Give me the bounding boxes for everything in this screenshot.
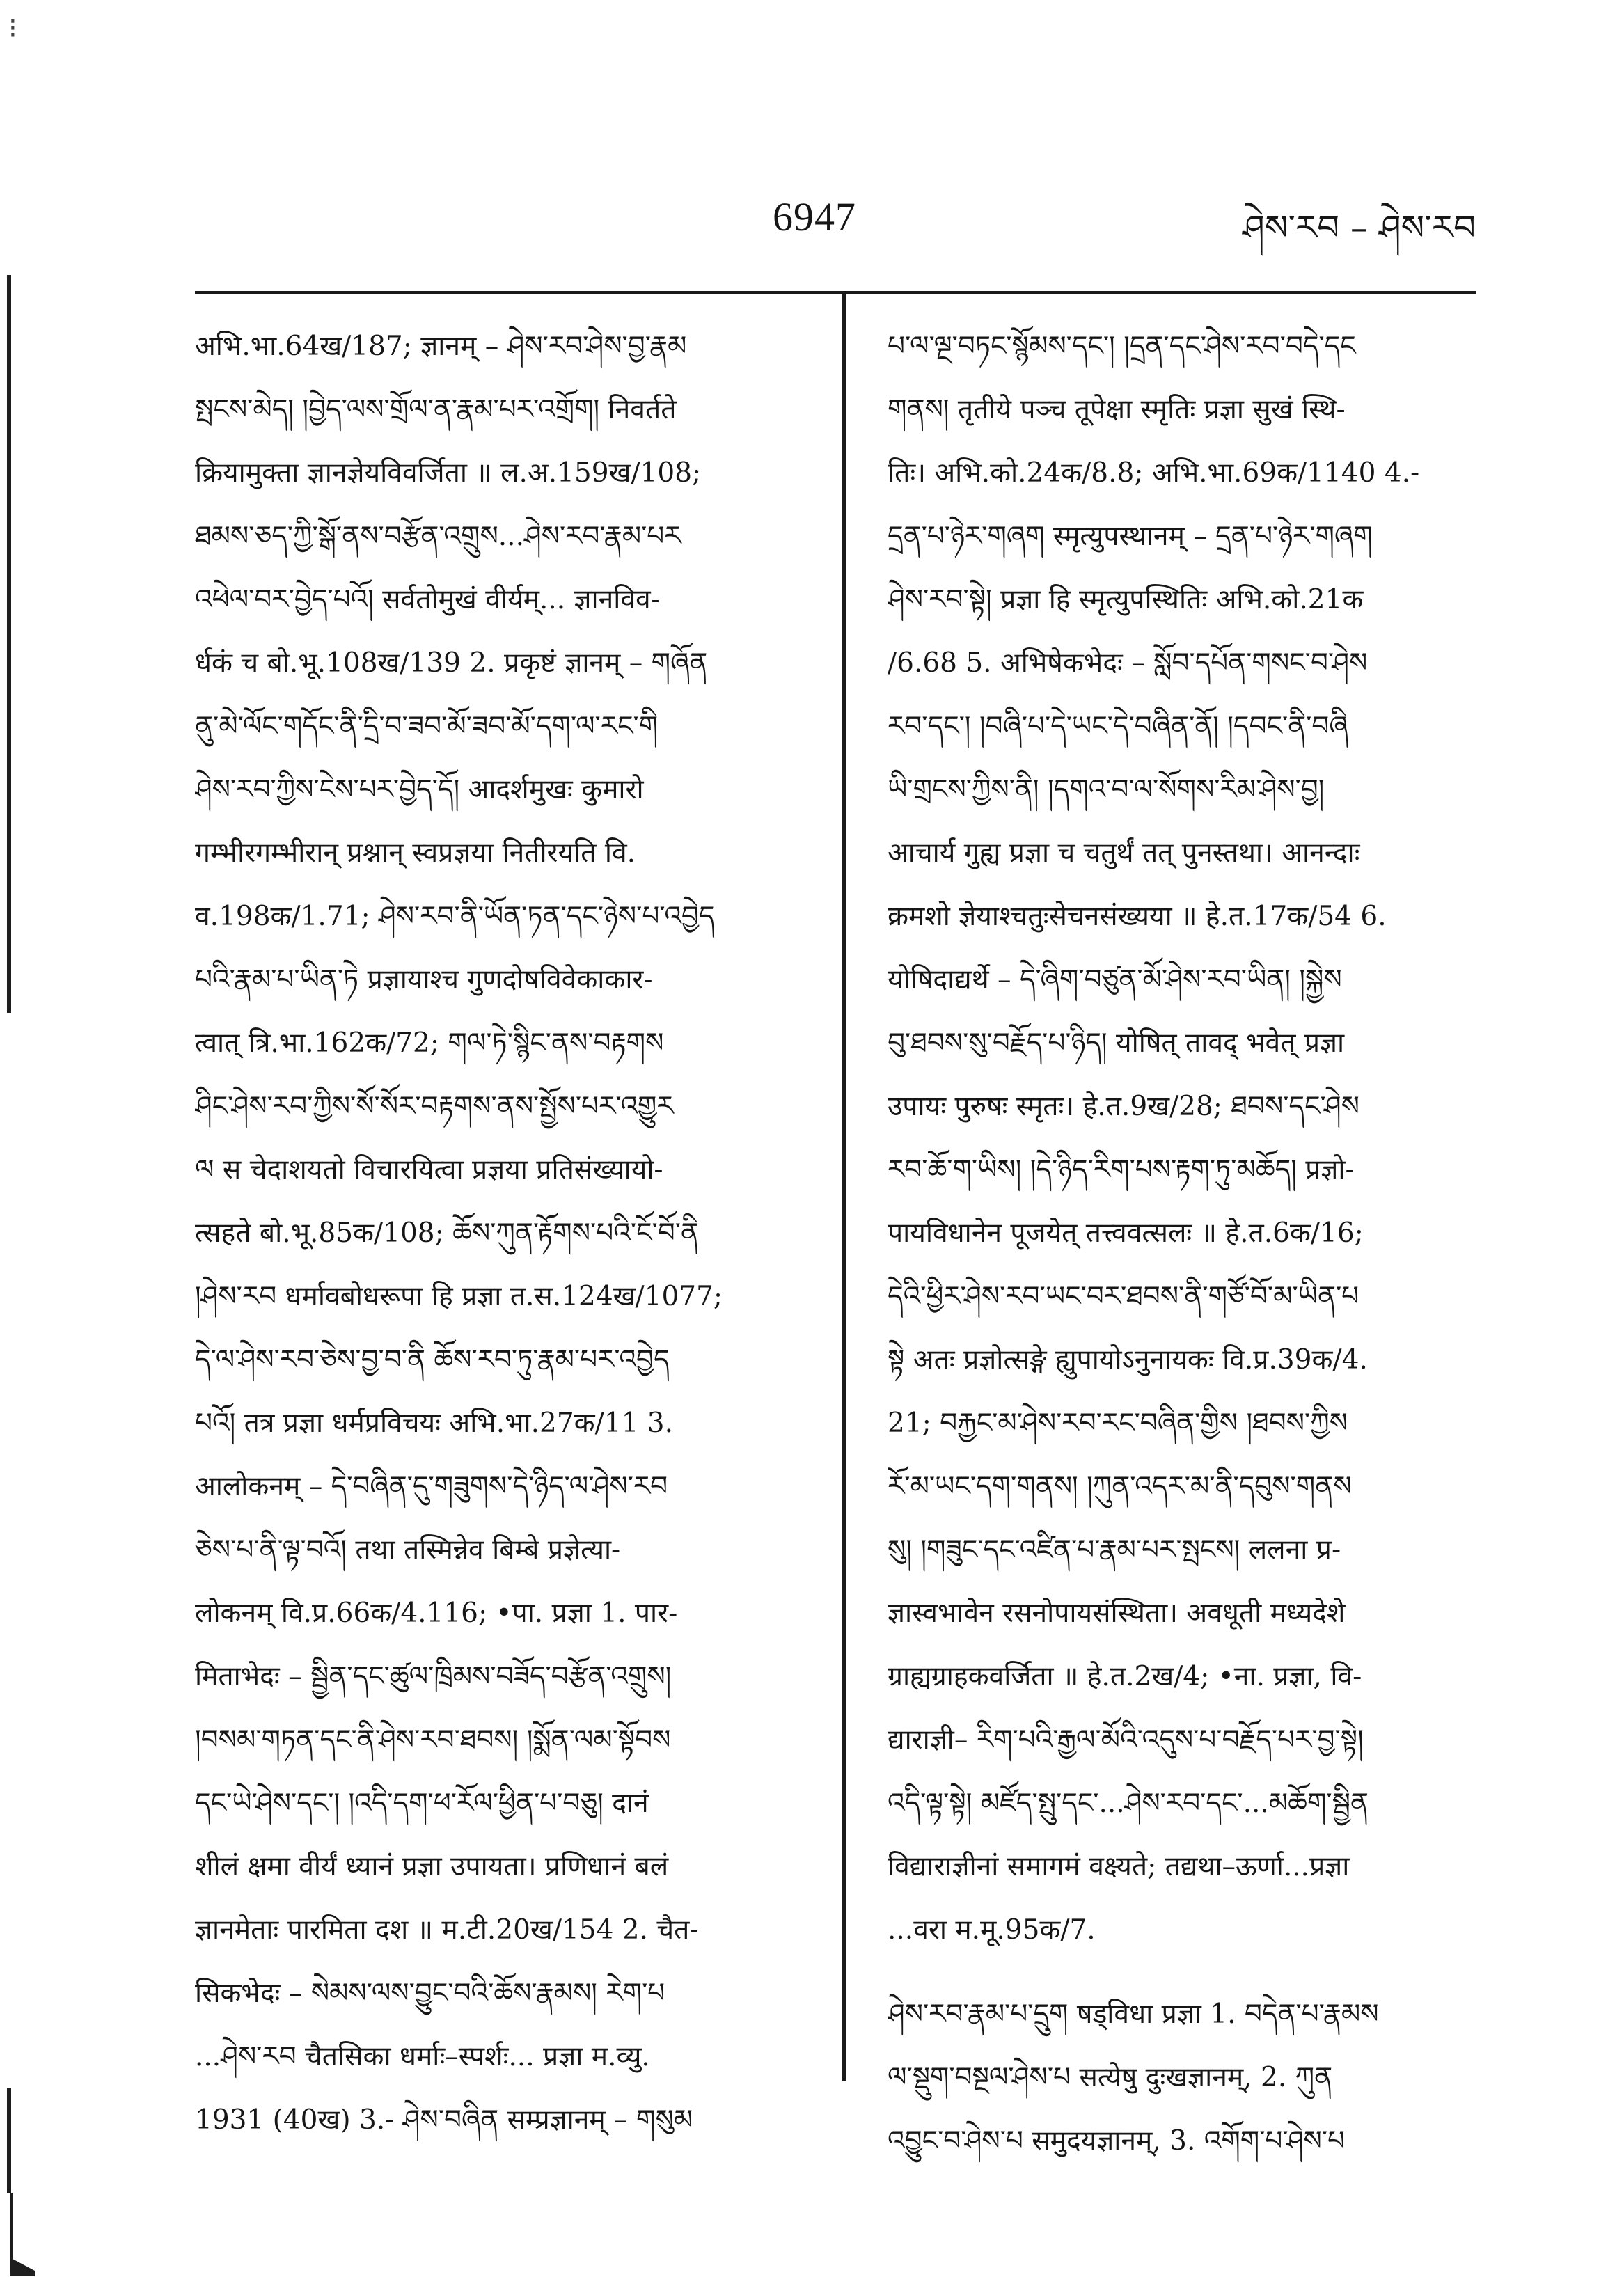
text-line: शीलं क्षमा वीर्यं ध्यानं प्रज्ञा उपायता। प्रणिधानं बलं [195,1851,669,1882]
text-line: योषिदाद्यर्थे – དེ་ཞིག་བཙུན་མོ་ཤེས་རབ་ཡིན། །སྐྱེས [888,964,1342,995]
text-line: 1931 (40ख) 3.- ཤེས་བཞིན सम्प्रज्ञानम् – གསུམ [195,2104,693,2136]
text-line: गम्भीरगम्भीरान् प्रश्नान् स्वप्रज्ञया नितीरयति वि. [195,837,636,869]
text-line: བུ་ཐབས་སུ་བརྗོད་པ་ཉིད། योषित् तावद् भवेत् प्रज्ञा [888,1027,1345,1059]
text-line: དེའི་ཕྱིར་ཤེས་རབ་ཡང་བར་ཐབས་ནི་གཙོ་བོ་མ་ཡིན་པ [888,1281,1359,1312]
text-line: क्रियामुक्ता ज्ञानज्ञेयविवर्जिता ॥ ल.अ.159ख/108; [195,457,702,489]
text-line: རབ་ཆོ་ག་ཡིས། །དེ་ཉིད་རིག་པས་རྟག་ཏུ་མཆོད། प्रज्ञो- [888,1154,1355,1185]
page-number: 6947 [773,194,856,239]
text-line: सिकभेदः – སེམས་ལས་བྱུང་བའི་ཆོས་རྣམས། རེག་པ [195,1978,665,2009]
text-line: उपायः पुरुषः स्मृतः। हे.त.9ख/28; ཐབས་དང་ཤེས [888,1091,1359,1122]
text-line: འདི་ལྟ་སྟེ། མཛོད་སྤུ་དང་...ཤེས་རབ་དང་...མཆོག་སྦྱིན [888,1788,1369,1819]
text-line: ज्ञास्वभावेन रसनोपायसंस्थिता। अवधूती मध्यदेशे [888,1598,1346,1629]
text-line: གནས། तृतीये पञ्च तूपेक्षा स्मृतिः प्रज्ञा सुखं स्थि- [888,394,1346,425]
scan-corner-mark [8,2193,36,2276]
text-line: ནུ་མེ་ལོང་གདོང་ནི་དྲི་བ་ཟབ་མོ་ཟབ་མོ་དག་ལ་རང་གི [195,711,659,742]
text-line: རོ་མ་ཡང་དག་གནས། །ཀུན་འདར་མ་ནི་དབུས་གནས [888,1471,1352,1502]
scan-edge-mark [7,2088,11,2193]
text-line: །ཤེས་རབ धर्मावबोधरूपा हि प्रज्ञा त.स.124ख/1077; [195,1281,723,1312]
text-line: पायविधानेन पूजयेत् तत्त्ववत्सलः ॥ हे.त.6क/16; [888,1218,1364,1249]
text-line: ཐམས་ཅད་ཀྱི་སྒོ་ནས་བརྩོན་འགྲུས...ཤེས་རབ་རྣམ་པར [195,521,681,552]
text-line: སྤངས་མེད། །བྱེད་ལས་གྲོལ་ན་རྣམ་པར་འགྲོག། निवर्तते [195,394,677,425]
text-line: ...ཤེས་རབ चैतसिका धर्माः–स्पर्शः... प्रज्ञा म.व्यु. [195,2041,650,2072]
text-line: मिताभेदः – སྦྱིན་དང་ཚུལ་ཁྲིམས་བཟོད་བརྩོན་འགྲུས། [195,1661,672,1692]
column-divider [842,292,846,2081]
text-line: विद्याराज्ञीनां समागमं वक्ष्यते; तद्यथा–ऊर्णा...प्रज्ञा [888,1851,1350,1882]
running-head: ཤེས་རབ – ཤེས་རབ [1243,207,1476,248]
text-line: र्धकं च बो.भू.108ख/139 2. प्रकृष्टं ज्ञानम् – གཞོན [195,647,708,679]
text-line: དྲན་པ་ཉེར་གཞག स्मृत्युपस्थानम् – དྲན་པ་ཉེར་གཞག [888,521,1373,552]
left-column [195,315,821,2152]
text-line: འབྱུང་བ་ཤེས་པ समुदयज्ञानम्, 3. འགོག་པ་ཤེས་པ [888,2125,1346,2157]
text-line: ལ स चेदाशयतो विचारयित्वा प्रज्ञया प्रतिसंख्यायो- [195,1154,663,1185]
scan-edge-mark [7,275,11,1013]
text-line: ...वरा म.मू.95क/7. [888,1914,1096,1946]
text-line: त्वात् त्रि.भा.162क/72; གལ་ཏེ་སྙིང་ནས་བརྟགས [195,1027,664,1059]
text-line: པའོ། तत्र प्रज्ञा धर्मप्रविचयः अभि.भा.27क/11 3. [195,1408,673,1439]
scan-speck: ⁝ [8,13,17,45]
text-line: ཤིང་ཤེས་རབ་ཀྱིས་སོ་སོར་བརྟགས་ནས་སྤྱོས་པར་འགྱུར [195,1091,674,1122]
text-line: ཅེས་པ་ནི་ལྟ་བའོ། तथा तस्मिन्नेव बिम्बे प्रज्ञेत्या- [195,1534,621,1566]
text-line: तिः। अभि.को.24क/8.8; अभि.भा.69क/1140 4.- [888,457,1420,489]
text-line: རབ་དང་། །བཞི་པ་དེ་ཡང་དེ་བཞིན་ནོ། །དབང་ནི་བཞི [888,711,1348,742]
text-line: པའི་རྣམ་པ་ཡིན་ཏེ प्रज्ञायाश्च गुणदोषविवेकाकार- [195,964,653,995]
text-line: འཕེལ་བར་བྱེད་པའོ། सर्वतोमुखं वीर्यम्... ज्ञानविव- [195,584,660,615]
text-line: ज्ञानमेताः पारमिता दश ॥ म.टी.20ख/154 2. चैत- [195,1914,699,1946]
text-line: སུ། །གཟུང་དང་འཛིན་པ་རྣམ་པར་སྤངས། ललना प्र- [888,1534,1341,1566]
text-line: ཤེས་རབ་ཀྱིས་ངེས་པར་བྱེད་དོ། आदर्शमुखः कुमारो [195,774,644,805]
text-line: क्रमशो ज्ञेयाश्चतुःसेचनसंख्यया ॥ हे.त.17क/54 6. [888,901,1387,932]
text-line: །བསམ་གཏན་དང་ནི་ཤེས་རབ་ཐབས། །སྨོན་ལམ་སྟོབས [195,1724,671,1756]
text-line: आचार्य गुह्य प्रज्ञा च चतुर्थं तत् पुनस्तथा। आनन्दाः [888,837,1360,869]
text-line: ལ་སྡུག་བསྔལ་ཤེས་པ सत्येषु दुःखज्ञानम्, 2. ཀུན [888,2062,1333,2093]
headword-line: ཤེས་རབ་རྣམ་པ་དྲུག षड्विधा प्रज्ञा 1. བདེན་པ་རྣམས [888,1999,1379,2030]
text-line: लोकनम् वि.प्र.66क/4.116; •पा. प्रज्ञा 1. पार- [195,1598,678,1629]
text-line: ཤེས་རབ་སྟེ། प्रज्ञा हि स्मृत्युपस्थितिः अभि.को.21क [888,584,1364,615]
text-line: आलोकनम् – དེ་བཞིན་དུ་གཟུགས་དེ་ཉིད་ལ་ཤེས་རབ [195,1471,668,1502]
text-line: དང་ཡེ་ཤེས་དང་། །འདི་དག་ཕ་རོལ་ཕྱིན་པ་བཅུ། दानं [195,1788,649,1819]
text-line: ཡི་གྲངས་ཀྱིས་ནི། །དགའ་བ་ལ་སོགས་རིམ་ཤེས་བྱ། [888,774,1325,805]
text-line: སྟེ अतः प्रज्ञोत्सङ्गे ह्युपायोऽनुनायकः वि.प्र.39क/4. [888,1344,1368,1376]
text-line: 21; བརྐྱང་མ་ཤེས་རབ་རང་བཞིན་གྱིས །ཐབས་ཀྱིས [888,1408,1348,1439]
header-rule [195,291,1476,294]
text-line: /6.68 5. अभिषेकभेदः – སློབ་དཔོན་གསང་བ་ཤེས [888,647,1368,679]
entry-gap [888,1962,1479,1983]
text-line: त्सहते बो.भू.85क/108; ཆོས་ཀུན་རྟོགས་པའི་ངོ་བོ་ནི [195,1218,699,1249]
text-line: པ་ལ་ལྔ་བཏང་སྙོམས་དང་། །དྲན་དང་ཤེས་རབ་བདེ་དང [888,331,1356,362]
text-line: व.198क/1.71; ཤེས་རབ་ནི་ཡོན་ཏན་དང་ཉེས་པ་འབྱེད [195,901,715,932]
text-line: अभि.भा.64ख/187; ज्ञानम् – ཤེས་རབ་ཤེས་བྱ་རྣམ [195,331,687,362]
text-line: དེ་ལ་ཤེས་རབ་ཅེས་བྱ་བ་ནི ཆོས་རབ་ཏུ་རྣམ་པར་འབྱེད [195,1344,670,1376]
right-column [888,315,1479,2173]
text-line: ग्राह्यग्राहकवर्जिता ॥ हे.त.2ख/4; •ना. प्रज्ञा, वि- [888,1661,1362,1692]
text-line: द्याराज्ञी– རིག་པའི་རྒྱལ་མོའི་འདུས་པ་བརྗོད་པར་བྱ་སྟེ། [888,1724,1364,1756]
